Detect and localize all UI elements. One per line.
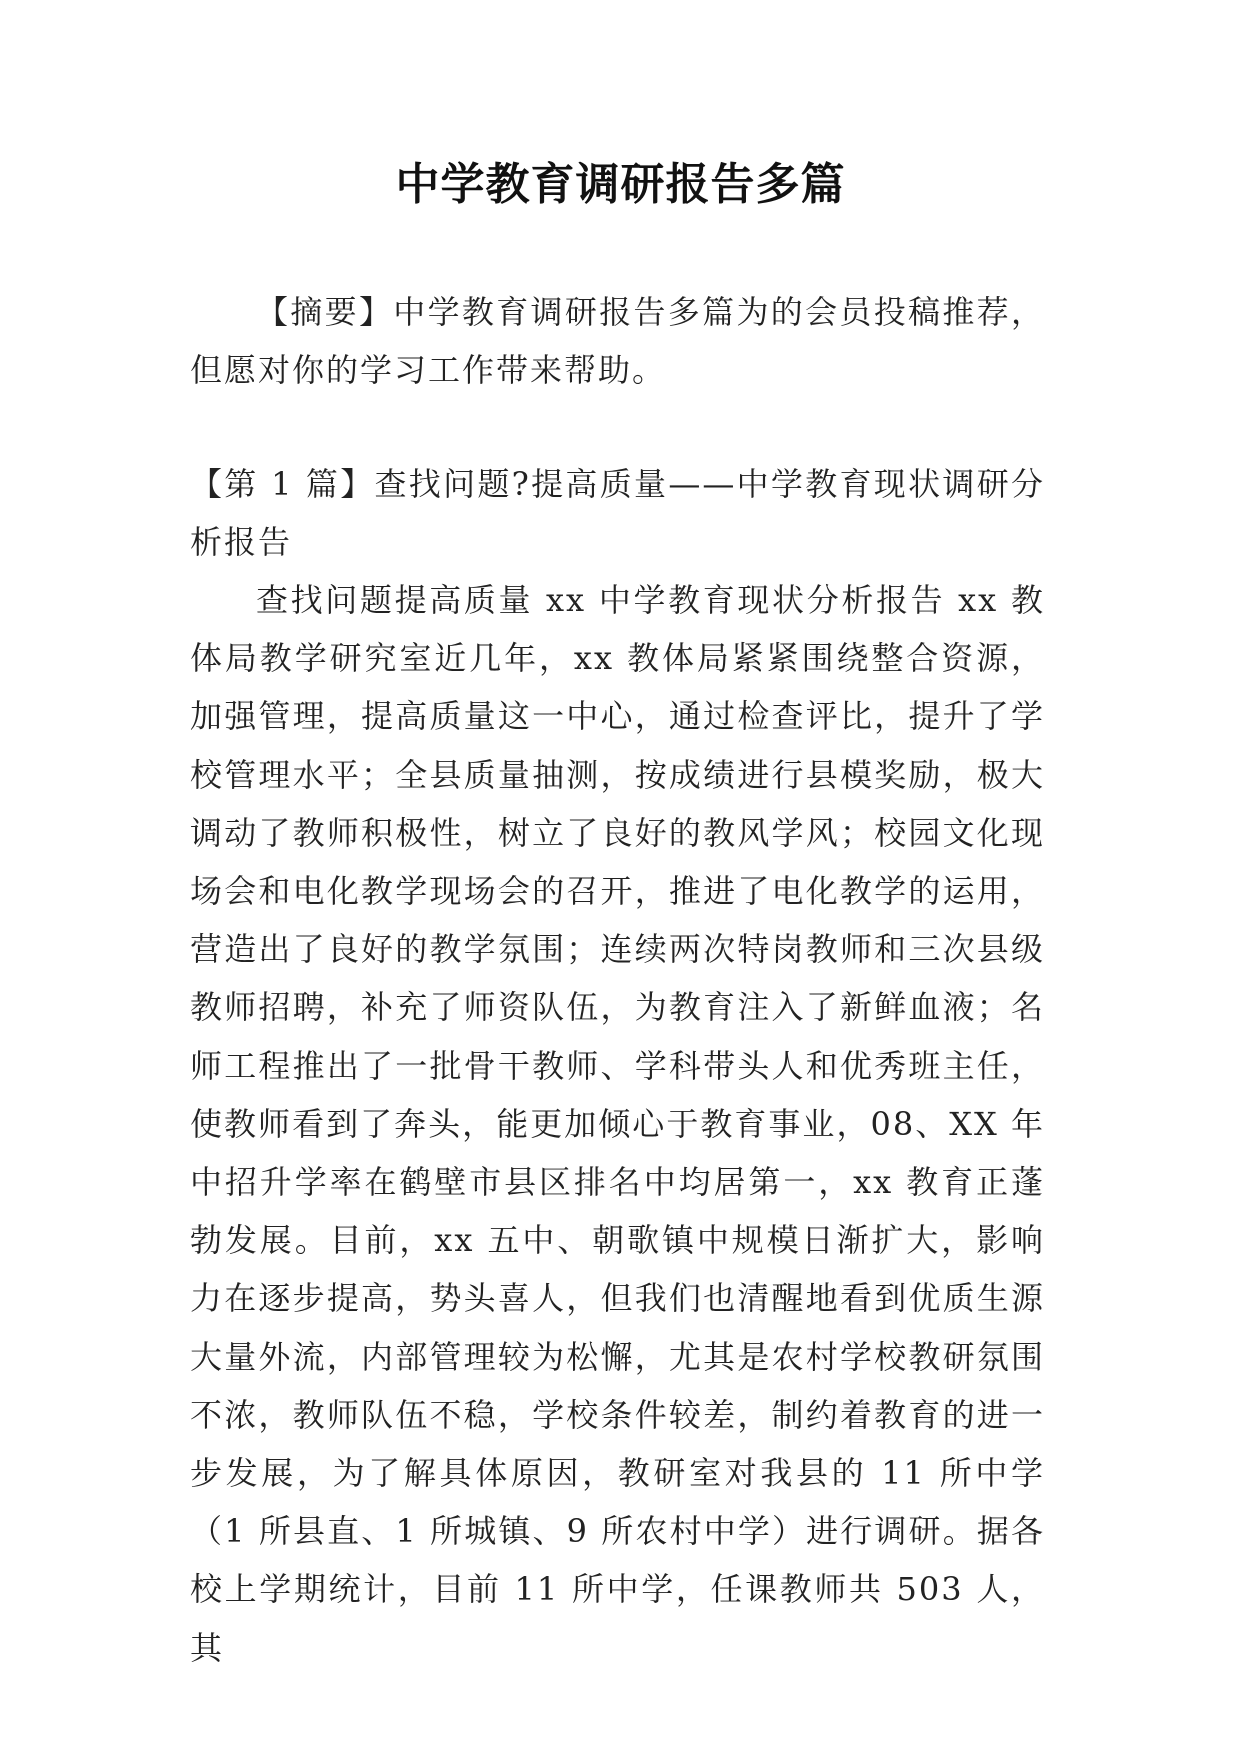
document-title: 中学教育调研报告多篇 — [395, 159, 846, 210]
abstract-paragraph: 【摘要】中学教育调研报告多篇为的会员投稿推荐，但愿对你的学习工作带来帮助。 — [190, 293, 1045, 389]
section-heading: 【第 1 篇】查找问题?提高质量——中学教育现状调研分析报告 — [190, 465, 1045, 561]
section-body-paragraph: 查找问题提高质量 xx 中学教育现状分析报告 xx 教体局教学研究室近几年，xx 教体局紧紧围绕整合资源，加强管理，提高质量这一中心，通过检查评比，提升了学校管理水平；全县质量抽测，按成绩进行县模奖励，极大调动了教师积极性，树立了良好的教风学风；校园文化现场会和电化教学现场会的召开，推进了电化教学的运用，营造出了良好的教学氛围；连续两次特岗教师和三次县级教师招聘，补充了师资队伍，为教育注入了新鲜血液；名师工程推出了一批骨干教师、学科带头人和优秀班主任，使教师看到了奔头，能更加倾心于教育事业，08、XX 年中招升学率在鹤壁市县区排名中均居第一，xx 教育正蓬勃发展。目前，xx 五中、朝歌镇中规模日渐扩大，影响力在逐步提高，势头喜人，但我们也清醒地看到优质生源大量外流，内部管理较为松懈，尤其是农村学校教研氛围不浓，教师队伍不稳，学校条件较差，制约着教育的进一步发展，为了解具体原因，教研室对我县的 11 所中学（1 所县直、1 所城镇、9 所农村中学）进行调研。据各校上学期统计，目前 11 所中学，任课教师共 503 人，其 — [190, 581, 1045, 1667]
